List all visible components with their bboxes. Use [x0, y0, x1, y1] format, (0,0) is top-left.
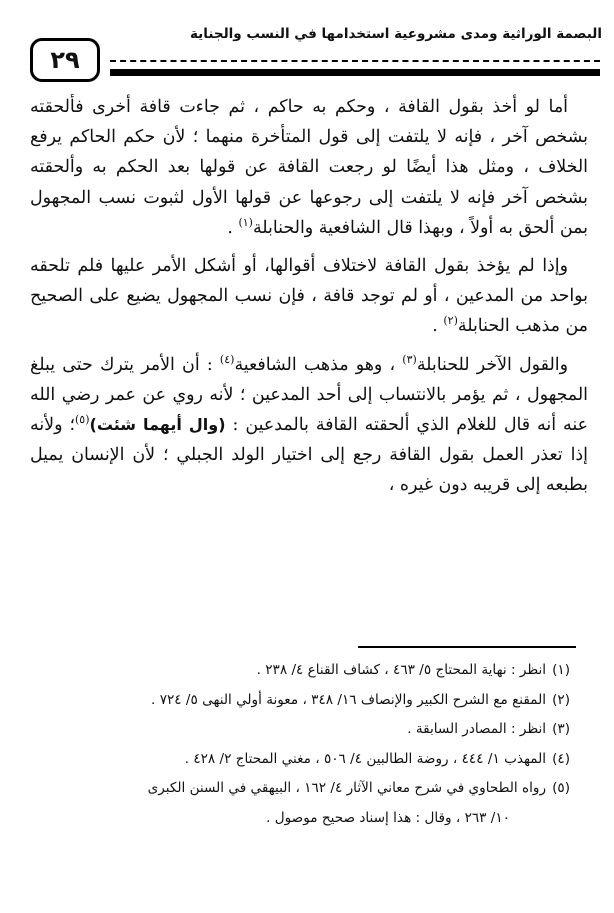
- footnote-text: انظر : نهاية المحتاج ٥/ ٤٦٣ ، كشاف القناع ٤/ ٢٣٨ .: [256, 662, 547, 678]
- footnote-text: المهذب ١/ ٤٤٤ ، روضة الطالبين ٤/ ٥٠٦ ، مغني المحتاج ٢/ ٤٢٨ .: [184, 750, 547, 767]
- paragraph-text: وإذا لم يؤخذ بقول القافة لاختلاف أقوالها، أو أشكل الأمر عليها فلم تلحقه بواحد من المدعين ، أو لم توجد قافة ، فإن نسب المجهول يضيع على الصحيح من مذهب الحنابلة: [30, 256, 588, 337]
- paragraph-text: .: [432, 316, 444, 337]
- page-number: ٢٩: [50, 46, 80, 74]
- running-title: البصمة الوراثية ومدى مشروعية استخدامها في النسب والجناية: [190, 26, 602, 42]
- footnote-text: المقنع مع الشرح الكبير والإنصاف ١٦/ ٣٤٨ ، معونة أولي النهى ٥/ ٧٢٤ .: [151, 691, 547, 708]
- footnote-number: (٢): [552, 691, 570, 708]
- footnote: [30, 745, 570, 775]
- paragraph-text: ، وهو مذهب الشافعية: [234, 354, 403, 375]
- quoted-saying: (وال أيهما شئت): [89, 415, 226, 435]
- paragraph-text: : أن الأمر يترك حتى يبلغ المجهول ، ثم يؤمر بالانتساب إلى أحد المدعين ؛ لأنه روي عن عمر رضي الله عنه أنه قال للغلام الذي ألحقته القافة بالمدعين :: [30, 354, 588, 436]
- header-thick-rule: [110, 69, 600, 76]
- footnote-separator: [358, 646, 576, 648]
- footnote-number: (١): [552, 662, 570, 678]
- page-number-box: [30, 38, 100, 82]
- footnote: [30, 686, 570, 716]
- main-text: [30, 92, 588, 509]
- paragraph-text: أما لو أخذ بقول القافة ، وحكم به حاكم ، ثم جاءت قافة أخرى فألحقته بشخص آخر ، فإنه لا يلتفت إلى قول المتأخرة منهما ؛ لأن حكم الحاكم يرفع الخلاف ، ومثل هذا أيضًا لو رجعت القافة عن قولها بعد الحكم به وألحقته بشخص آخر فإنه لا يلتفت إلى رجوعها عن قولها الأول لثبوت نسب المجهول بمن ألحق به أولاً ، وبهذا قال الشافعية والحنابلة: [30, 97, 588, 238]
- paragraph: [30, 92, 588, 243]
- paragraph: [30, 350, 588, 501]
- footnote-ref: (١): [238, 216, 253, 230]
- header-dashed-rule: [110, 60, 600, 65]
- footnote-text: انظر : المصادر السابقة .: [407, 721, 547, 737]
- footnote-ref: (٣): [402, 352, 417, 366]
- footnote: [30, 656, 570, 686]
- paragraph-text: ؛ ولأنه إذا تعذر العمل بقول القافة رجع إلى اختيار الولد الجبلي ؛ لأن الإنسان يميل بطبعه إلى قريبه دون غيره ،: [30, 415, 588, 496]
- footnote-number: (٤): [552, 750, 570, 767]
- footnote-number: (٥): [552, 780, 570, 796]
- footnotes: [30, 656, 570, 833]
- footnote-ref: (٥): [75, 413, 90, 427]
- footnote-ref: (٤): [219, 352, 235, 366]
- paragraph: [30, 251, 588, 342]
- footnote: [30, 715, 570, 745]
- footnote-text: رواه الطحاوي في شرح معاني الآثار ٤/ ١٦٢ ، البيهقي في السنن الكبرى: [147, 780, 547, 796]
- footnote-continuation: ١٠/ ٢٦٣ ، وقال : هذا إسناد صحيح موصول .: [266, 809, 510, 826]
- page-header: [14, 16, 602, 78]
- footnote: [30, 774, 570, 804]
- footnote-ref: (٢): [443, 314, 458, 328]
- footnote-number: (٣): [552, 721, 570, 737]
- paragraph-text: .: [227, 217, 239, 238]
- paragraph-text: والقول الآخر للحنابلة: [416, 354, 568, 375]
